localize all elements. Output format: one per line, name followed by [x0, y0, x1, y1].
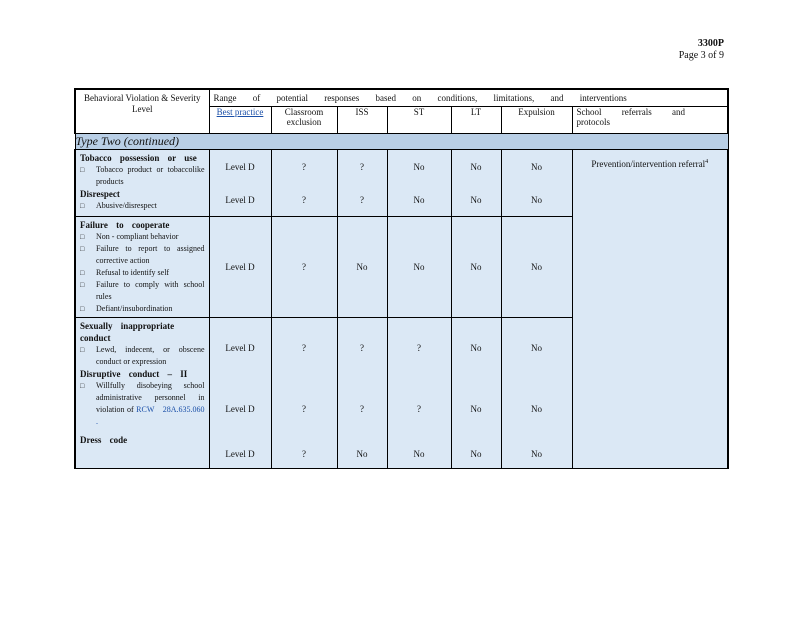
- range-column-header: Range of potential responses based on conditions, limitations, and interventions: [209, 89, 728, 107]
- discipline-table: [74, 88, 729, 469]
- response-value: No: [413, 195, 425, 205]
- violation-bullet: □ Abusive/disrespect: [80, 200, 205, 212]
- school-referral-cell: [572, 150, 728, 469]
- rcw-link[interactable]: RCW 28A.635.060 .: [96, 405, 205, 426]
- response-value: Level D: [225, 343, 255, 353]
- violation-title: Disruptive conduct – II: [80, 369, 188, 379]
- violation-cell: [75, 318, 209, 469]
- response-value: ?: [302, 449, 306, 459]
- response-value: No: [531, 195, 542, 205]
- violation-bullet: □ Failure to comply with school rules: [80, 279, 205, 303]
- violation-title: Tobacco possession or use: [80, 153, 197, 163]
- response-value: ?: [271, 217, 337, 318]
- response-value: No: [356, 449, 368, 459]
- response-value: No: [413, 162, 425, 172]
- best-practice-header[interactable]: Best practice: [209, 107, 271, 134]
- page-number: Page 3 of 9: [678, 50, 724, 61]
- violation-cell: [75, 150, 209, 217]
- response-value: No: [451, 217, 501, 318]
- lt-header: LT: [451, 107, 501, 134]
- response-value: No: [531, 343, 542, 353]
- violation-title: Disrespect: [80, 189, 120, 199]
- response-value: ?: [417, 404, 421, 414]
- violation-bullet: □ Failure to report to assigned corrective action: [80, 243, 205, 267]
- school-referrals-header: School referrals and protocols: [572, 107, 728, 134]
- type-label: Type Two (continued): [75, 134, 728, 150]
- response-value: ?: [302, 404, 306, 414]
- classroom-exclusion-header: Classroom exclusion: [271, 107, 337, 134]
- response-value: ?: [302, 195, 306, 205]
- response-value: No: [470, 449, 482, 459]
- violation-bullet: □ Defiant/insubordination: [80, 303, 205, 315]
- response-value: Level D: [225, 449, 255, 459]
- response-value: No: [501, 217, 572, 318]
- response-value: ?: [417, 343, 421, 353]
- expulsion-header: Expulsion: [501, 107, 572, 134]
- violation-bullet: □ Non - compliant behavior: [80, 231, 205, 243]
- violation-title: Dress code: [80, 435, 128, 445]
- response-value: No: [387, 217, 451, 318]
- violation-bullet: □ Lewd, indecent, or obscene conduct or expression: [80, 344, 205, 368]
- page-reference: [679, 38, 724, 62]
- response-value: No: [470, 162, 482, 172]
- response-value: Level D: [225, 195, 255, 205]
- response-value: Level D: [225, 162, 255, 172]
- response-value: ?: [302, 162, 306, 172]
- response-value: ?: [360, 195, 364, 205]
- response-value: Level D: [225, 404, 255, 414]
- violation-title: Sexually inappropriate conduct: [80, 321, 175, 343]
- violation-bullet: □ Willfully disobeying school administrative personnel in violation of RCW 28A.635.060 .: [80, 380, 205, 428]
- violation-bullet: □ Tobacco product or tobaccolike products: [80, 164, 205, 188]
- violation-title: Failure to cooperate: [80, 220, 170, 230]
- response-value: No: [470, 195, 482, 205]
- violation-cell: [75, 217, 209, 318]
- response-value: No: [531, 162, 542, 172]
- policy-code: 3300P: [697, 38, 724, 49]
- response-value: No: [413, 449, 425, 459]
- response-value: ?: [360, 162, 364, 172]
- response-value: ?: [360, 404, 364, 414]
- response-value: No: [531, 404, 542, 414]
- violation-bullet: □ Refusal to identify self: [80, 267, 205, 279]
- response-value: ?: [302, 343, 306, 353]
- iss-header: ISS: [337, 107, 387, 134]
- response-value: Level D: [209, 217, 271, 318]
- violation-column-header: Behavioral Violation & Severity Level: [75, 89, 209, 134]
- response-value: No: [531, 449, 542, 459]
- st-header: ST: [387, 107, 451, 134]
- referral-footnote: 4: [705, 159, 709, 165]
- response-value: No: [337, 217, 387, 318]
- response-value: No: [470, 404, 482, 414]
- referral-text: Prevention/intervention referral: [591, 159, 706, 169]
- response-value: No: [470, 343, 482, 353]
- response-value: ?: [360, 343, 364, 353]
